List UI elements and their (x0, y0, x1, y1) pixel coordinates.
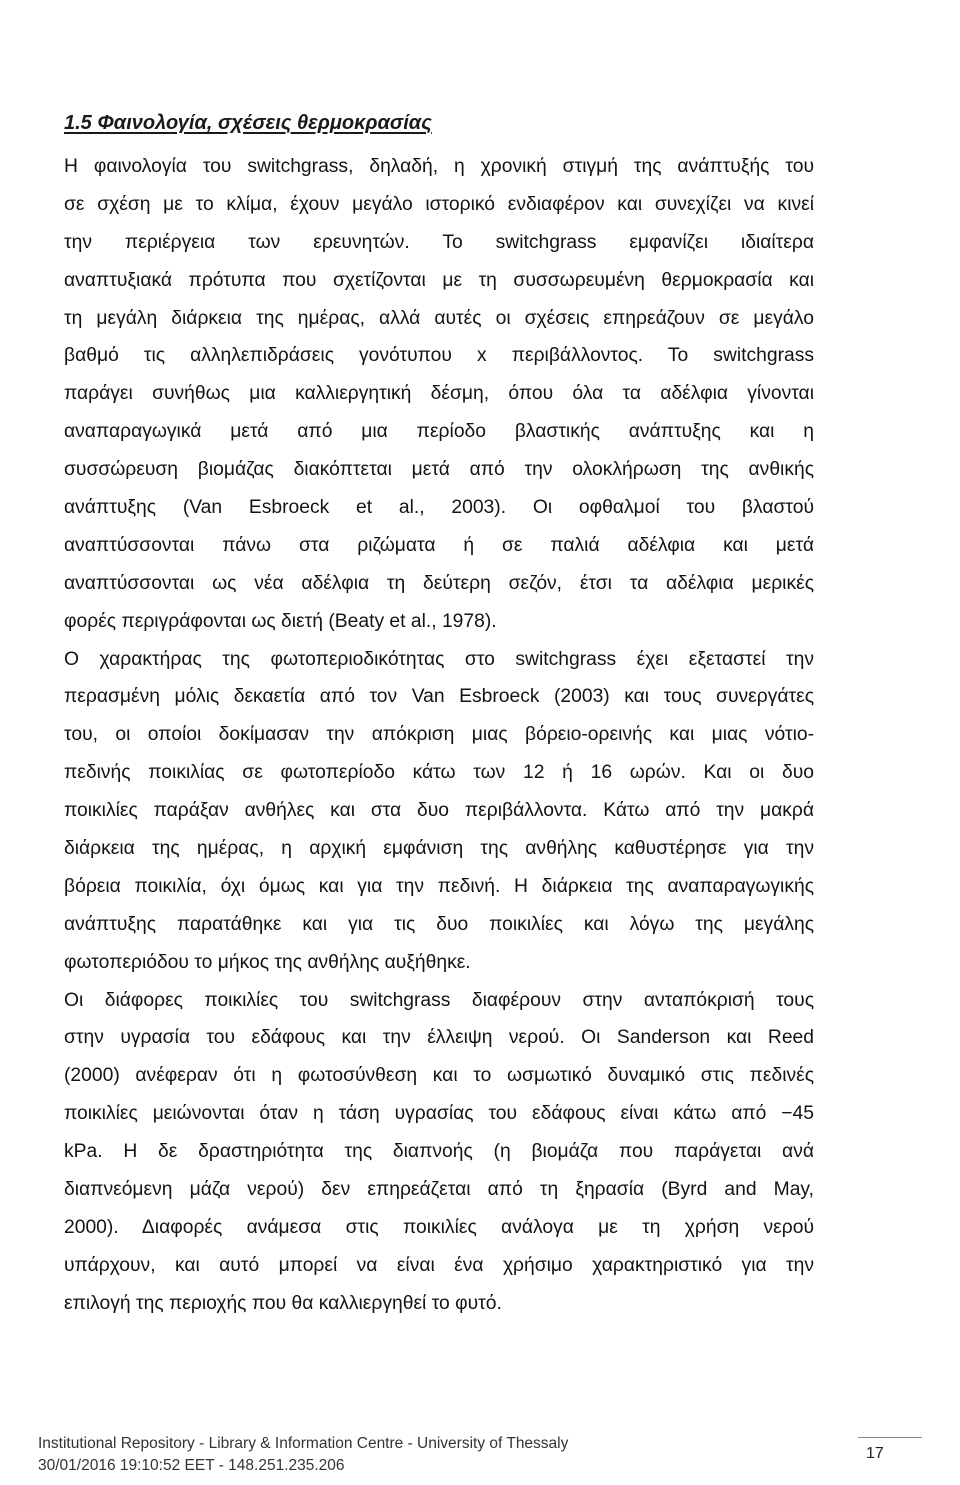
text-line: υπάρχουν, και αυτό μπορεί να είναι ένα χρήσιμο χαρακτηριστικό για την (64, 1254, 814, 1276)
text-line: ποικιλίες παράξαν ανθήλες και στα δυο περιβάλλοντα. Κάτω από την μακρά (64, 800, 814, 822)
page-number-rule (858, 1437, 922, 1438)
text-line: αναπαραγωγικά μετά από μια περίοδο βλαστικής ανάπτυξης και η (64, 421, 814, 443)
text-line: Η φαινολογία του switchgrass, δηλαδή, η χρονική στιγμή της ανάπτυξής του (64, 156, 814, 177)
text-line: διαπνεόμενη μάζα νερού) δεν επηρεάζεται από τη ξηρασία (Byrd and May, (64, 1179, 814, 1201)
text-line: ανάπτυξης (Van Esbroeck et al., 2003). Οι οφθαλμοί του βλαστού (64, 497, 814, 519)
text-line: τη μεγάλη διάρκεια της ημέρας, αλλά αυτές οι σχέσεις επηρεάζουν σε μεγάλο (64, 307, 814, 329)
section-heading: 1.5 Φαινολογία, σχέσεις θερμοκρασίας (64, 112, 432, 134)
text-line: βαθμό τις αλληλεπιδράσεις γονότυπου x περιβάλλοντος. Το switchgrass (64, 345, 814, 367)
text-line: παράγει συνήθως μια καλλιεργητική δέσμη, όπου όλα τα αδέλφια γίνονται (64, 383, 814, 405)
text-line: αναπτυξιακά πρότυπα που σχετίζονται με τη συσσωρευμένη θερμοκρασία και (64, 269, 814, 291)
text-line: περασμένη μόλις δεκαετία από τον Van Esbroeck (2003) και τους συνεργάτες (64, 686, 814, 708)
text-line: διάρκεια της ημέρας, η αρχική εμφάνιση της ανθήλης καθυστέρησε για την (64, 838, 814, 860)
text-line: (2000) ανέφεραν ότι η φωτοσύνθεση και το ωσμωτικό δυναμικό στις πεδινές (64, 1065, 814, 1087)
text-line: σε σχέση με το κλίμα, έχουν μεγάλο ιστορικό ενδιαφέρον και συνεχίζει να κινεί (64, 193, 814, 215)
text-line: του, οι οποίοι δοκίμασαν την απόκριση μιας βόρειο-ορεινής και μιας νότιο- (64, 724, 814, 746)
text-line: στην υγρασία του εδάφους και την έλλειψη νερού. Οι Sanderson και Reed (64, 1027, 814, 1049)
text-line: βόρεια ποικιλία, όχι όμως και για την πεδινή. Η διάρκεια της αναπαραγωγικής (64, 875, 814, 897)
text-line: συσσώρευση βιομάζας διακόπτεται μετά από την ολοκλήρωση της ανθικής (64, 459, 814, 481)
text-line: επιλογή της περιοχής που θα καλλιεργηθεί το φυτό. (64, 1292, 502, 1314)
text-line: kPa. Η δε δραστηριότητα της διαπνοής (η βιομάζα που παράγεται ανά (64, 1141, 814, 1163)
access-timestamp: 30/01/2016 19:10:52 EET - 148.251.235.206 (38, 1457, 345, 1474)
text-line: ανάπτυξης παρατάθηκε και για τις δυο ποικιλίες και λόγω της μεγάλης (64, 913, 814, 935)
footer (38, 1433, 568, 1477)
text-line: φωτοπεριόδου το μήκος της ανθήλης αυξήθηκε. (64, 951, 471, 973)
text-line: 2000). Διαφορές ανάμεσα στις ποικιλίες ανάλογα με τη χρήση νερού (64, 1216, 814, 1238)
text-line: Ο χαρακτήρας της φωτοπεριοδικότητας στο switchgrass έχει εξεταστεί την (64, 648, 814, 670)
body-text (64, 148, 814, 1323)
text-line: πεδινής ποικιλίας σε φωτοπερίοδο κάτω των 12 ή 16 ωρών. Και οι δυο (64, 762, 814, 784)
text-line: αναπτύσσονται ως νέα αδέλφια τη δεύτερη σεζόν, έτσι τα αδέλφια μερικές (64, 572, 814, 594)
text-line: αναπτύσσονται πάνω στα ριζώματα ή σε παλιά αδέλφια και μετά (64, 534, 814, 556)
page-number: 17 (866, 1445, 884, 1462)
text-line: φορές περιγράφονται ως διετή (Beaty et al., 1978). (64, 610, 497, 632)
text-line: ποικιλίες μειώνονται όταν η τάση υγρασίας του εδάφους είναι κάτω από −45 (64, 1103, 814, 1125)
repository-notice: Institutional Repository - Library & Information Centre - University of Thessaly (38, 1435, 569, 1452)
text-line: την περιέργεια των ερευνητών. Το switchgrass εμφανίζει ιδιαίτερα (64, 231, 814, 253)
text-line: Οι διάφορες ποικιλίες του switchgrass διαφέρουν στην ανταπόκρισή τους (64, 989, 814, 1011)
